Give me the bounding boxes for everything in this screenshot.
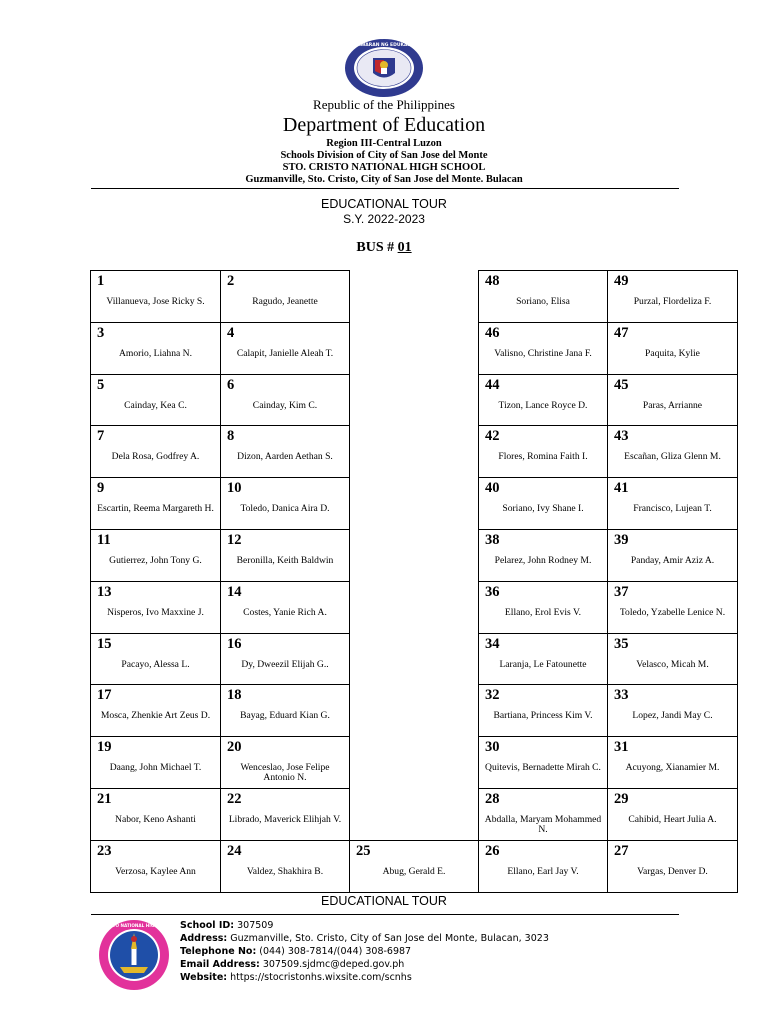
- seat-cell-46: [478, 322, 608, 375]
- seat-number: 31: [614, 739, 629, 756]
- passenger-name: Cainday, Kea C.: [124, 399, 187, 411]
- school-id-value: 307509: [237, 920, 274, 931]
- seat-cell-12: [220, 529, 350, 582]
- passenger-name: Amorio, Liahna N.: [118, 347, 192, 359]
- division-line: Schools Division of City of San Jose del Monte: [280, 150, 488, 161]
- seat-number: 12: [227, 532, 242, 548]
- seat-cell-21: [90, 788, 221, 841]
- passenger-name: Paquita, Kylie: [645, 347, 700, 359]
- passenger-name: Nabor, Keno Ashanti: [115, 814, 196, 825]
- passenger-name: Velasco, Micah M.: [636, 658, 709, 670]
- seat-number: 36: [485, 583, 500, 600]
- republic-line: Republic of the Philippines: [313, 97, 455, 112]
- address-row: [180, 932, 549, 945]
- seat-cell-40: [478, 477, 608, 530]
- passenger-name: Beronilla, Keith Baldwin: [236, 555, 334, 566]
- passenger-name: Cainday, Kim C.: [252, 399, 318, 411]
- passenger-name: Toledo, Danica Aira D.: [240, 503, 330, 515]
- seat-cell-8: [220, 425, 350, 478]
- passenger-name: Ellano, Erol Evis V.: [504, 606, 582, 618]
- seat-cell-16: [220, 633, 350, 686]
- school-address: Guzmanville, Sto. Cristo, City of San Jose del Monte. Bulacan: [245, 174, 523, 185]
- seat-cell-10: [220, 477, 350, 530]
- seat-cell-35: [607, 633, 738, 686]
- passenger-name: Cahibid, Heart Julia A.: [628, 814, 717, 825]
- seat-number: 14: [227, 583, 242, 600]
- seat-number: 32: [485, 687, 500, 704]
- telephone-value: (044) 308-7814/(044) 308-6987: [259, 946, 412, 957]
- passenger-name: Vargas, Denver D.: [637, 865, 708, 877]
- footer-divider: [91, 914, 679, 915]
- address-label: Address:: [180, 933, 228, 944]
- seat-number: 40: [485, 480, 500, 497]
- seat-number: 8: [227, 428, 235, 445]
- seat-number: 24: [227, 842, 242, 859]
- seat-cell-15: [90, 633, 221, 686]
- bus-label: [0, 240, 768, 256]
- seat-cell-37: [607, 581, 738, 634]
- seat-number: 48: [485, 273, 500, 289]
- passenger-name: Dy, Dweezil Elijah G..: [241, 658, 329, 670]
- seat-cell-44: [478, 374, 608, 427]
- passenger-name: Toledo, Yzabelle Lenice N.: [619, 606, 726, 618]
- seat-cell-48: [478, 270, 608, 323]
- seat-number: 29: [614, 791, 629, 807]
- passenger-name: Mosca, Zhenkie Art Zeus D.: [100, 710, 211, 722]
- seat-number: 9: [97, 480, 105, 497]
- school-seal-logo: [89, 919, 179, 991]
- passenger-name: Soriano, Elisa: [516, 296, 570, 307]
- passenger-name: Laranja, Le Fatounette: [499, 658, 587, 670]
- seat-number: 5: [97, 376, 105, 393]
- seat-cell-3: [90, 322, 221, 375]
- seat-number: 17: [97, 687, 112, 704]
- header-divider: [91, 188, 679, 189]
- seat-number: 18: [227, 687, 242, 704]
- seat-number: 13: [97, 583, 112, 600]
- bus-number: 01: [397, 240, 412, 255]
- passenger-name: Verzosa, Kaylee Ann: [115, 865, 196, 877]
- seat-cell-45: [607, 374, 738, 427]
- passenger-name: Panday, Amir Aziz A.: [630, 555, 715, 566]
- school-name: STO. CRISTO NATIONAL HIGH SCHOOL: [282, 162, 486, 173]
- seat-number: 46: [485, 324, 500, 341]
- passenger-name: Dela Rosa, Godfrey A.: [111, 451, 200, 463]
- seat-cell-17: [90, 684, 221, 737]
- seal-text: KAGAWARAN NG EDUKASYON: [346, 43, 422, 48]
- seat-cell-18: [220, 684, 350, 737]
- school-id-row: [180, 919, 549, 932]
- seat-cell-4: [220, 322, 350, 375]
- passenger-name: Purzal, Flordeliza F.: [633, 296, 712, 307]
- passenger-name: Escañan, Gliza Glenn M.: [624, 451, 721, 463]
- school-year: S.Y. 2022-2023: [343, 212, 425, 226]
- seat-cell-30: [478, 736, 608, 789]
- seat-cell-19: [90, 736, 221, 789]
- seat-cell-38: [478, 529, 608, 582]
- passenger-name: Ragudo, Jeanette: [252, 296, 318, 307]
- school-id-label: School ID:: [180, 920, 235, 931]
- seat-cell-32: [478, 684, 608, 737]
- seat-number: 39: [614, 532, 629, 548]
- seat-cell-13: [90, 581, 221, 634]
- seat-number: 33: [614, 687, 629, 704]
- passenger-name: Soriano, Ivy Shane I.: [502, 503, 584, 515]
- school-seal-text: STO. CRISTO NATIONAL HIGH SCHOOL: [89, 923, 179, 928]
- seat-number: 22: [227, 791, 242, 807]
- seat-cell-29: [607, 788, 738, 841]
- seat-cell-25: [349, 840, 479, 893]
- passenger-name: Bayag, Eduard Kian G.: [240, 710, 330, 722]
- seat-cell-6: [220, 374, 350, 427]
- seat-number: 11: [97, 532, 111, 548]
- passenger-name: Villanueva, Jose Ricky S.: [106, 296, 205, 307]
- seat-number: 23: [97, 842, 112, 859]
- passenger-name: Bartiana, Princess Kim V.: [493, 710, 593, 722]
- seat-cell-27: [607, 840, 738, 893]
- seat-number: 16: [227, 635, 242, 652]
- seat-number: 28: [485, 791, 500, 807]
- passenger-name: Pelarez, John Rodney M.: [494, 555, 592, 566]
- seat-cell-36: [478, 581, 608, 634]
- seat-cell-49: [607, 270, 738, 323]
- passenger-name: Valisno, Christine Jana F.: [494, 347, 592, 359]
- seat-number: 15: [97, 635, 112, 652]
- address-value: Guzmanville, Sto. Cristo, City of San Jose del Monte, Bulacan, 3023: [230, 933, 549, 944]
- passenger-name: Abug, Gerald E.: [382, 865, 446, 877]
- seat-number: 37: [614, 583, 629, 600]
- passenger-name: Paras, Arrianne: [642, 399, 703, 411]
- passenger-name: Flores, Romina Faith I.: [498, 451, 588, 463]
- seat-number: 35: [614, 635, 629, 652]
- seat-cell-42: [478, 425, 608, 478]
- seat-cell-23: [90, 840, 221, 893]
- email-label: Email Address:: [180, 959, 260, 970]
- passenger-name: Librado, Maverick Elihjah V.: [228, 814, 342, 825]
- seat-number: 27: [614, 842, 629, 859]
- seat-number: 4: [227, 324, 235, 341]
- seat-cell-28: [478, 788, 608, 841]
- seat-number: 30: [485, 739, 500, 756]
- seat-number: 42: [485, 428, 500, 445]
- seat-number: 34: [485, 635, 500, 652]
- tour-title: EDUCATIONAL TOUR: [321, 197, 447, 211]
- seat-cell-43: [607, 425, 738, 478]
- seat-number: 25: [356, 842, 371, 859]
- seat-number: 41: [614, 480, 629, 497]
- website-link[interactable]: https://stocristonhs.wixsite.com/scnhs: [230, 972, 412, 983]
- seat-number: 1: [97, 273, 105, 289]
- seat-number: 26: [485, 842, 500, 859]
- passenger-name: Francisco, Lujean T.: [633, 503, 712, 515]
- region-line: Region III-Central Luzon: [326, 138, 442, 149]
- seat-number: 2: [227, 273, 235, 289]
- seat-cell-33: [607, 684, 738, 737]
- passenger-name: Quitevis, Bernadette Mirah C.: [485, 762, 601, 774]
- passenger-name: Valdez, Shakhira B.: [246, 865, 324, 877]
- seat-cell-2: [220, 270, 350, 323]
- seat-cell-1: [90, 270, 221, 323]
- seat-number: 49: [614, 273, 629, 289]
- seat-cell-22: [220, 788, 350, 841]
- email-row: [180, 958, 549, 971]
- seat-number: 19: [97, 739, 112, 756]
- seat-number: 38: [485, 532, 500, 548]
- contact-block: [180, 919, 549, 984]
- passenger-name: Wenceslao, Jose Felipe Antonio N.: [240, 762, 330, 784]
- seat-number: 45: [614, 376, 629, 393]
- seat-number: 20: [227, 739, 242, 756]
- passenger-name: Escartin, Reema Margareth H.: [97, 503, 214, 515]
- telephone-row: [180, 945, 549, 958]
- seat-number: 47: [614, 324, 629, 341]
- seat-number: 44: [485, 376, 500, 393]
- seat-cell-7: [90, 425, 221, 478]
- email-link[interactable]: 307509.sjdmc@deped.gov.ph: [262, 959, 405, 970]
- seat-number: 21: [97, 791, 112, 807]
- passenger-name: Tizon, Lance Royce D.: [498, 399, 588, 411]
- seat-plan-grid: [90, 270, 738, 892]
- deped-seal-logo: [344, 38, 424, 98]
- seat-cell-14: [220, 581, 350, 634]
- passenger-name: Abdalla, Maryam Mohammed N.: [484, 814, 602, 835]
- passenger-name: Nisperos, Ivo Maxxine J.: [107, 606, 204, 618]
- passenger-name: Costes, Yanie Rich A.: [243, 606, 327, 618]
- passenger-name: Gutierrez, John Tony G.: [109, 555, 202, 566]
- seat-cell-41: [607, 477, 738, 530]
- passenger-name: Ellano, Earl Jay V.: [507, 865, 579, 877]
- seat-number: 3: [97, 324, 105, 341]
- seat-number: 43: [614, 428, 629, 445]
- seat-number: 6: [227, 376, 235, 393]
- seat-cell-39: [607, 529, 738, 582]
- department-title: Department of Education: [282, 114, 486, 136]
- seat-cell-9: [90, 477, 221, 530]
- website-label: Website:: [180, 972, 228, 983]
- passenger-name: Lopez, Jandi May C.: [632, 710, 713, 722]
- passenger-name: Calapit, Janielle Aleah T.: [236, 347, 334, 359]
- seat-number: 10: [227, 480, 242, 497]
- passenger-name: Daang, John Michael T.: [109, 762, 202, 774]
- telephone-label: Telephone No:: [180, 946, 257, 957]
- bus-label-text: BUS #: [356, 240, 398, 255]
- passenger-name: Dizon, Aarden Aethan S.: [237, 451, 333, 463]
- passenger-name: Acuyong, Xianamier M.: [625, 762, 720, 774]
- seat-cell-5: [90, 374, 221, 427]
- seat-cell-24: [220, 840, 350, 893]
- seat-cell-34: [478, 633, 608, 686]
- footer-tour-title: EDUCATIONAL TOUR: [321, 894, 447, 908]
- seat-cell-11: [90, 529, 221, 582]
- seat-cell-47: [607, 322, 738, 375]
- seat-cell-20: [220, 736, 350, 789]
- seat-number: 7: [97, 428, 105, 445]
- website-row: [180, 971, 549, 984]
- seat-cell-26: [478, 840, 608, 893]
- passenger-name: Pacayo, Alessa L.: [121, 658, 190, 670]
- seat-cell-31: [607, 736, 738, 789]
